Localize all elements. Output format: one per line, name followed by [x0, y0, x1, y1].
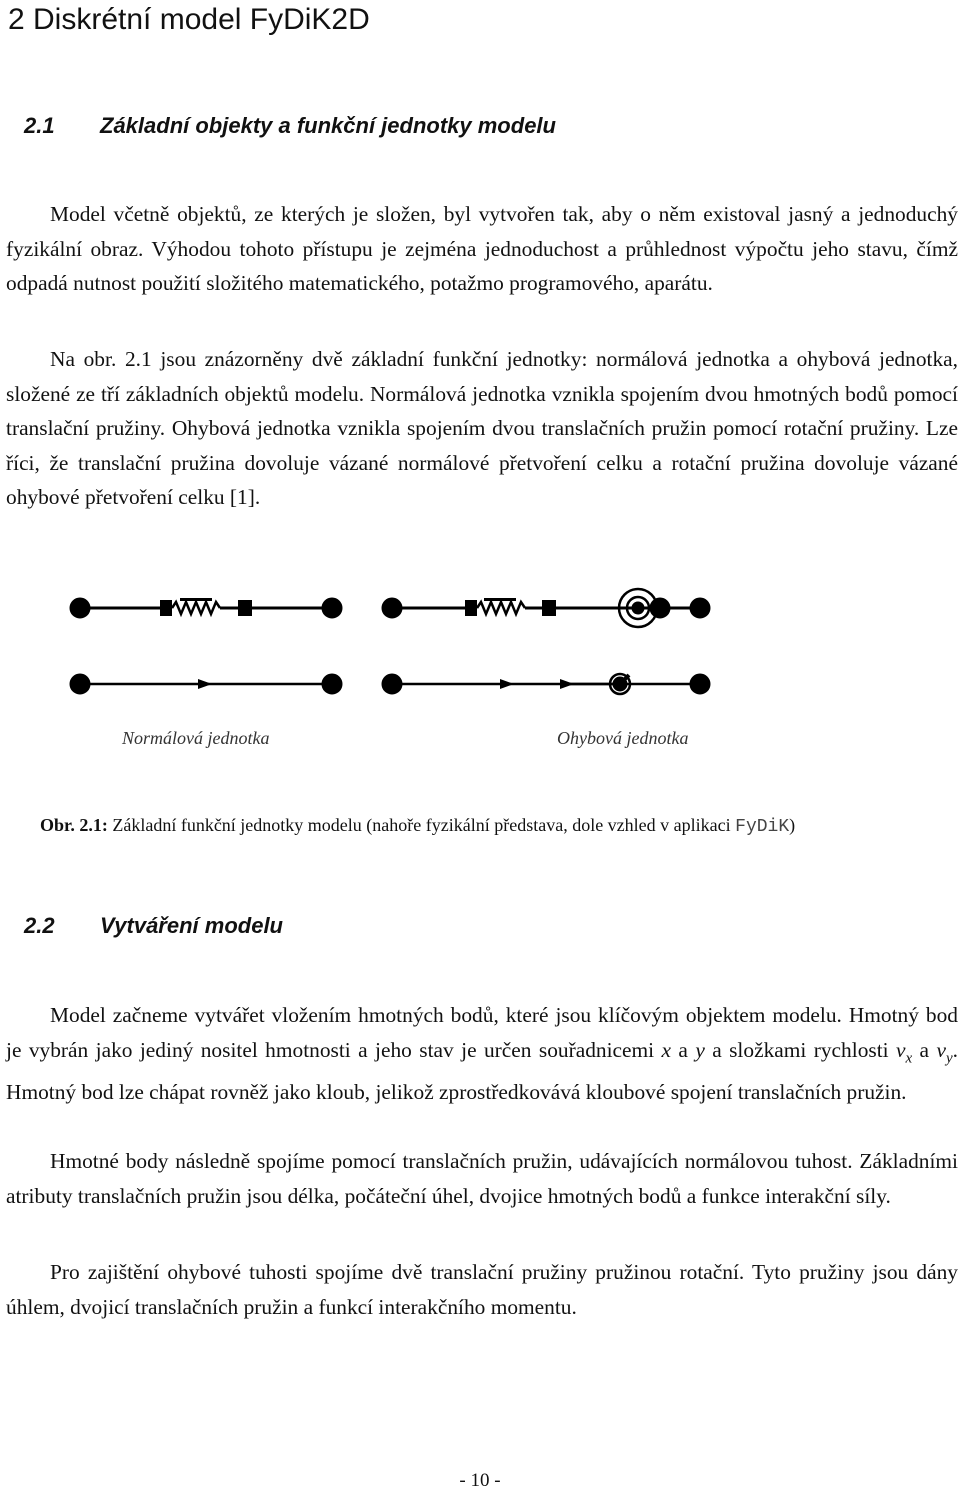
paragraph-3-text-e: . Hmotný bod lze chápat rovněž jako kloub, jelikož zprostředkovává kloubové spojení translačních pružin.: [6, 1037, 958, 1105]
section-heading-2-2: [24, 911, 283, 941]
var-x: x: [661, 1037, 672, 1062]
section-title: Vytváření modelu: [100, 913, 283, 938]
caption-code: FyDiK: [735, 817, 790, 837]
paragraph-4: [6, 1144, 958, 1213]
mass-point-icon: [690, 598, 710, 618]
page-number: - 10 -: [459, 1470, 501, 1491]
section-heading-2-1: [24, 111, 556, 141]
var-y: y: [695, 1037, 705, 1062]
paragraph-5-text: Pro zajištění ohybové tuhosti spojíme dvě translační pružiny pružinou rotační. Tyto pružiny jsou dány úhlem, dvojicí translačních pružin a funkcí interakčního momentu.: [6, 1260, 958, 1319]
figure-label-normal-unit: Normálová jednotka: [122, 728, 270, 748]
var-vy: v: [936, 1037, 946, 1062]
var-vx-sub: x: [905, 1049, 913, 1066]
caption-end: ): [789, 815, 796, 835]
figure-bending-unit-top-right: [320, 578, 740, 638]
var-vx: v: [896, 1037, 906, 1062]
paragraph-4-text: Hmotné body následně spojíme pomocí translačních pružin, udávajících normálovou tuhost. Základními atributy translačních pružin jsou délka, počáteční úhel, dvojice hmotných bodů a funkce interakční síly.: [6, 1149, 958, 1208]
paragraph-3: [6, 998, 958, 1110]
section-number: 2.1: [24, 113, 55, 138]
paragraph-1: [6, 197, 958, 301]
paragraph-5: [6, 1255, 958, 1324]
paragraph-2: [6, 342, 958, 515]
caption-text: Základní funkční jednotky modelu (nahoře fyzikální představa, dole vzhled v aplikaci: [107, 815, 736, 835]
chapter-title: 2 Diskrétní model FyDiK2D: [8, 3, 370, 36]
paragraph-1-text: Model včetně objektů, ze kterých je složen, byl vytvořen tak, aby o něm existoval jasný a jednoduchý fyzikální obraz. Výhodou tohoto přístupu je zejména jednoduchost a průhlednost výpočtu jeho stavu, čímž odpadá nutnost použití složitého matematického, potažmo programového, aparátu.: [6, 202, 958, 296]
figure-caption: [40, 815, 795, 837]
figure-label-bending-unit: Ohybová jednotka: [557, 728, 689, 748]
paragraph-3-text-d: a: [912, 1037, 937, 1062]
section-number: 2.2: [24, 913, 55, 938]
caption-label: Obr. 2.1:: [40, 815, 108, 835]
mass-point-icon: [382, 674, 402, 694]
var-vy-sub: y: [945, 1049, 953, 1066]
paragraph-3-text-c: a složkami rychlosti: [704, 1037, 896, 1062]
paragraph-3-text-a: Model začneme vytvářet vložením hmotných bodů, které jsou klíčovým objektem modelu. Hmotný bod je vybrán jako jediný nositel hmotnosti a jeho stav je určen souřadnicemi: [6, 1003, 958, 1062]
paragraph-2-text: Na obr. 2.1 jsou znázorněny dvě základní funkční jednotky: normálová jednotka a ohybová jednotka, složené ze tří základních objektů modelu. Normálová jednotka vznikla spojením dvou hmotných bodů pomocí translační pružiny. Ohybová jednotka vznikla spojením dvou translačních pružin pomocí rotační pružiny. Lze říci, že translační pružina dovoluje vázané normálové přetvoření celku a rotační pružina dovoluje vázané ohybové přetvoření celku [1].: [6, 347, 958, 510]
mass-point-icon: [690, 674, 710, 694]
paragraph-3-text-b: a: [671, 1037, 696, 1062]
section-title: Základní objekty a funkční jednotky modelu: [100, 113, 556, 138]
